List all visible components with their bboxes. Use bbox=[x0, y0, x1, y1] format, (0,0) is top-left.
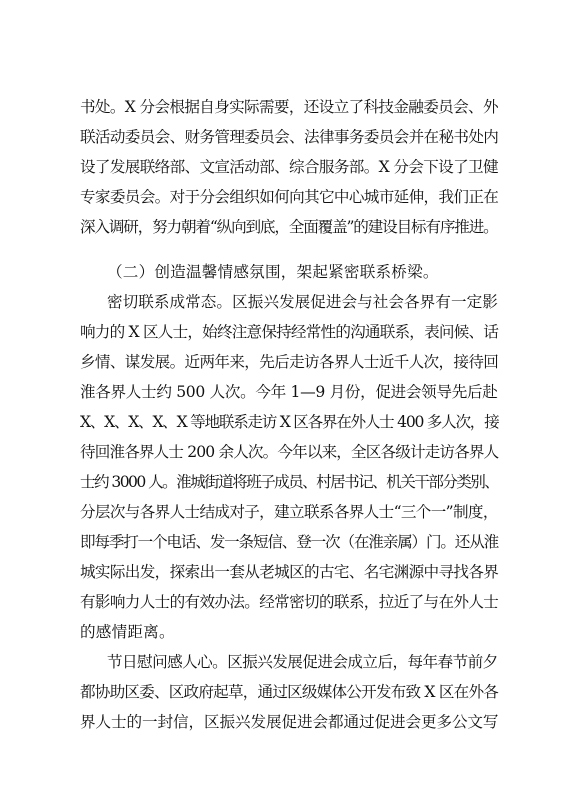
paragraph-line: 设了发展联络部、文宣活动部、综合服务部。X 分会下设了卫健 bbox=[80, 158, 498, 176]
paragraph-line: 响力的 X 区人士，始终注意保持经常性的沟通联系，表问候、话 bbox=[80, 323, 499, 341]
paragraph-line: 书处。X 分会根据自身实际需要，还设立了科技金融委员会、外 bbox=[80, 98, 498, 116]
paragraph-line: 界人士的一封信，区振兴发展促进会都通过促进会更多公文写 bbox=[80, 713, 499, 731]
paragraph-first-line: 节日慰问感人心。区振兴发展促进会成立后，每年春节前夕 bbox=[107, 653, 498, 671]
paragraph-line: 即每季打一个电话、发一条短信、登一次（在淮亲属）门。还从淮 bbox=[80, 533, 499, 551]
paragraph-line: 淮各界人士约 500 人次。今年 1—9 月份，促进会领导先后赴 bbox=[80, 383, 498, 401]
paragraph-line: 的感情距离。 bbox=[80, 623, 175, 641]
paragraph-first-line: 密切联系成常态。区振兴发展促进会与社会各界有一定影 bbox=[107, 293, 498, 311]
paragraph-line: 士约 3000 人。淮城街道将班子成员、村居书记、机关干部分类别、 bbox=[80, 473, 499, 491]
paragraph-line: 专家委员会。对于分会组织如何向其它中心城市延伸，我们正在 bbox=[80, 188, 499, 206]
paragraph-line: 分层次与各界人士结成对子，建立联系各界人士“三个一”制度， bbox=[80, 503, 498, 521]
paragraph-line: 联活动委员会、财务管理委员会、法律事务委员会并在秘书处内 bbox=[80, 128, 499, 146]
paragraph-line: 有影响力人士的有效办法。经常密切的联系，拉近了与在外人士 bbox=[80, 593, 499, 611]
paragraph-line: 都协助区委、区政府起草，通过区级媒体公开发布致 X 区在外各 bbox=[80, 683, 499, 701]
section-heading: （二）创造温馨情感氛围，架起紧密联系桥梁。 bbox=[107, 263, 439, 281]
paragraph-line: 深入调研，努力朝着“纵向到底，全面覆盖”的建设目标有序推进。 bbox=[80, 218, 498, 236]
paragraph-line: 乡情、谋发展。近两年来，先后走访各界人士近千人次，接待回 bbox=[80, 353, 499, 371]
paragraph-line: 待回淮各界人士 200 余人次。今年以来，全区各级计走访各界人 bbox=[80, 443, 499, 461]
paragraph-line: X、X、X、X、X 等地联系走访 X 区各界在外人士 400 多人次，接 bbox=[80, 413, 499, 431]
paragraph-line: 城实际出发，探索出一套从老城区的古宅、名宅渊源中寻找各界 bbox=[80, 563, 499, 581]
